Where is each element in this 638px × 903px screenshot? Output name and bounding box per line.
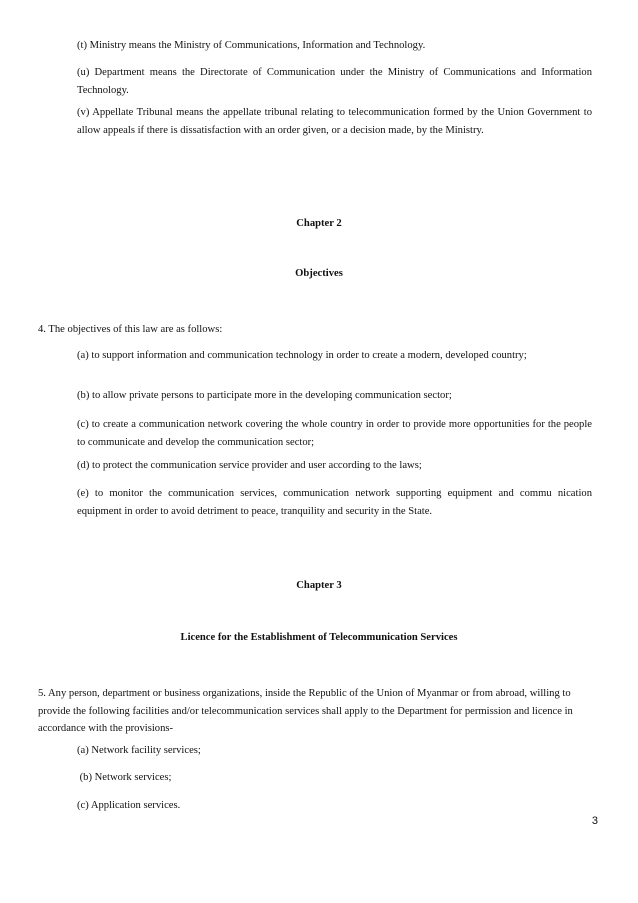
chapter-3-title: Licence for the Establishment of Telecommunication Services [180,632,458,643]
chapter-2-title: Objectives [295,268,343,279]
section-5-item-a: (a) Network facility services; [77,745,201,756]
section-4-intro: 4. The objectives of this law are as follows: [38,324,223,335]
section-5-item-c: (c) Application services. [77,800,181,811]
chapter-3-number: Chapter 3 [296,580,342,591]
page-number: 3 [591,815,598,827]
definition-v: (v) Appellate Tribunal means the appellate tribunal relating to telecommunication formed by the Union Government to allow appeals if there is dissatisfaction with an order given, or a decision made, by the Ministry. [77,107,592,136]
section-4-item-e: (e) to monitor the communication services, communication network supporting equipment and commu nication equipment in order to avoid detriment to peace, tranquility and security in the State. [77,488,592,517]
definition-t: (t) Ministry means the Ministry of Communications, Information and Technology. [77,40,426,51]
section-4-item-a: (a) to support information and communication technology in order to create a modern, developed country; [77,350,527,361]
section-4-item-d: (d) to protect the communication service provider and user according to the laws; [77,460,422,471]
section-5-item-b: (b) Network services; [77,772,172,783]
section-5-intro: 5. Any person, department or business organizations, inside the Republic of the Union of Myanmar or from abroad, willing to provide the following facilities and/or telecommunication services shall apply to the Department for permission and licence in accordance with the provisions- [38,688,573,734]
section-4-item-c: (c) to create a communication network covering the whole country in order to provide more opportunities for the people to communicate and develop the communication sector; [77,419,592,448]
definition-u: (u) Department means the Directorate of Communication under the Ministry of Communications and Information Technology. [77,67,592,96]
section-4-item-b: (b) to allow private persons to participate more in the developing communication sector; [77,390,452,401]
chapter-2-number: Chapter 2 [296,218,342,229]
